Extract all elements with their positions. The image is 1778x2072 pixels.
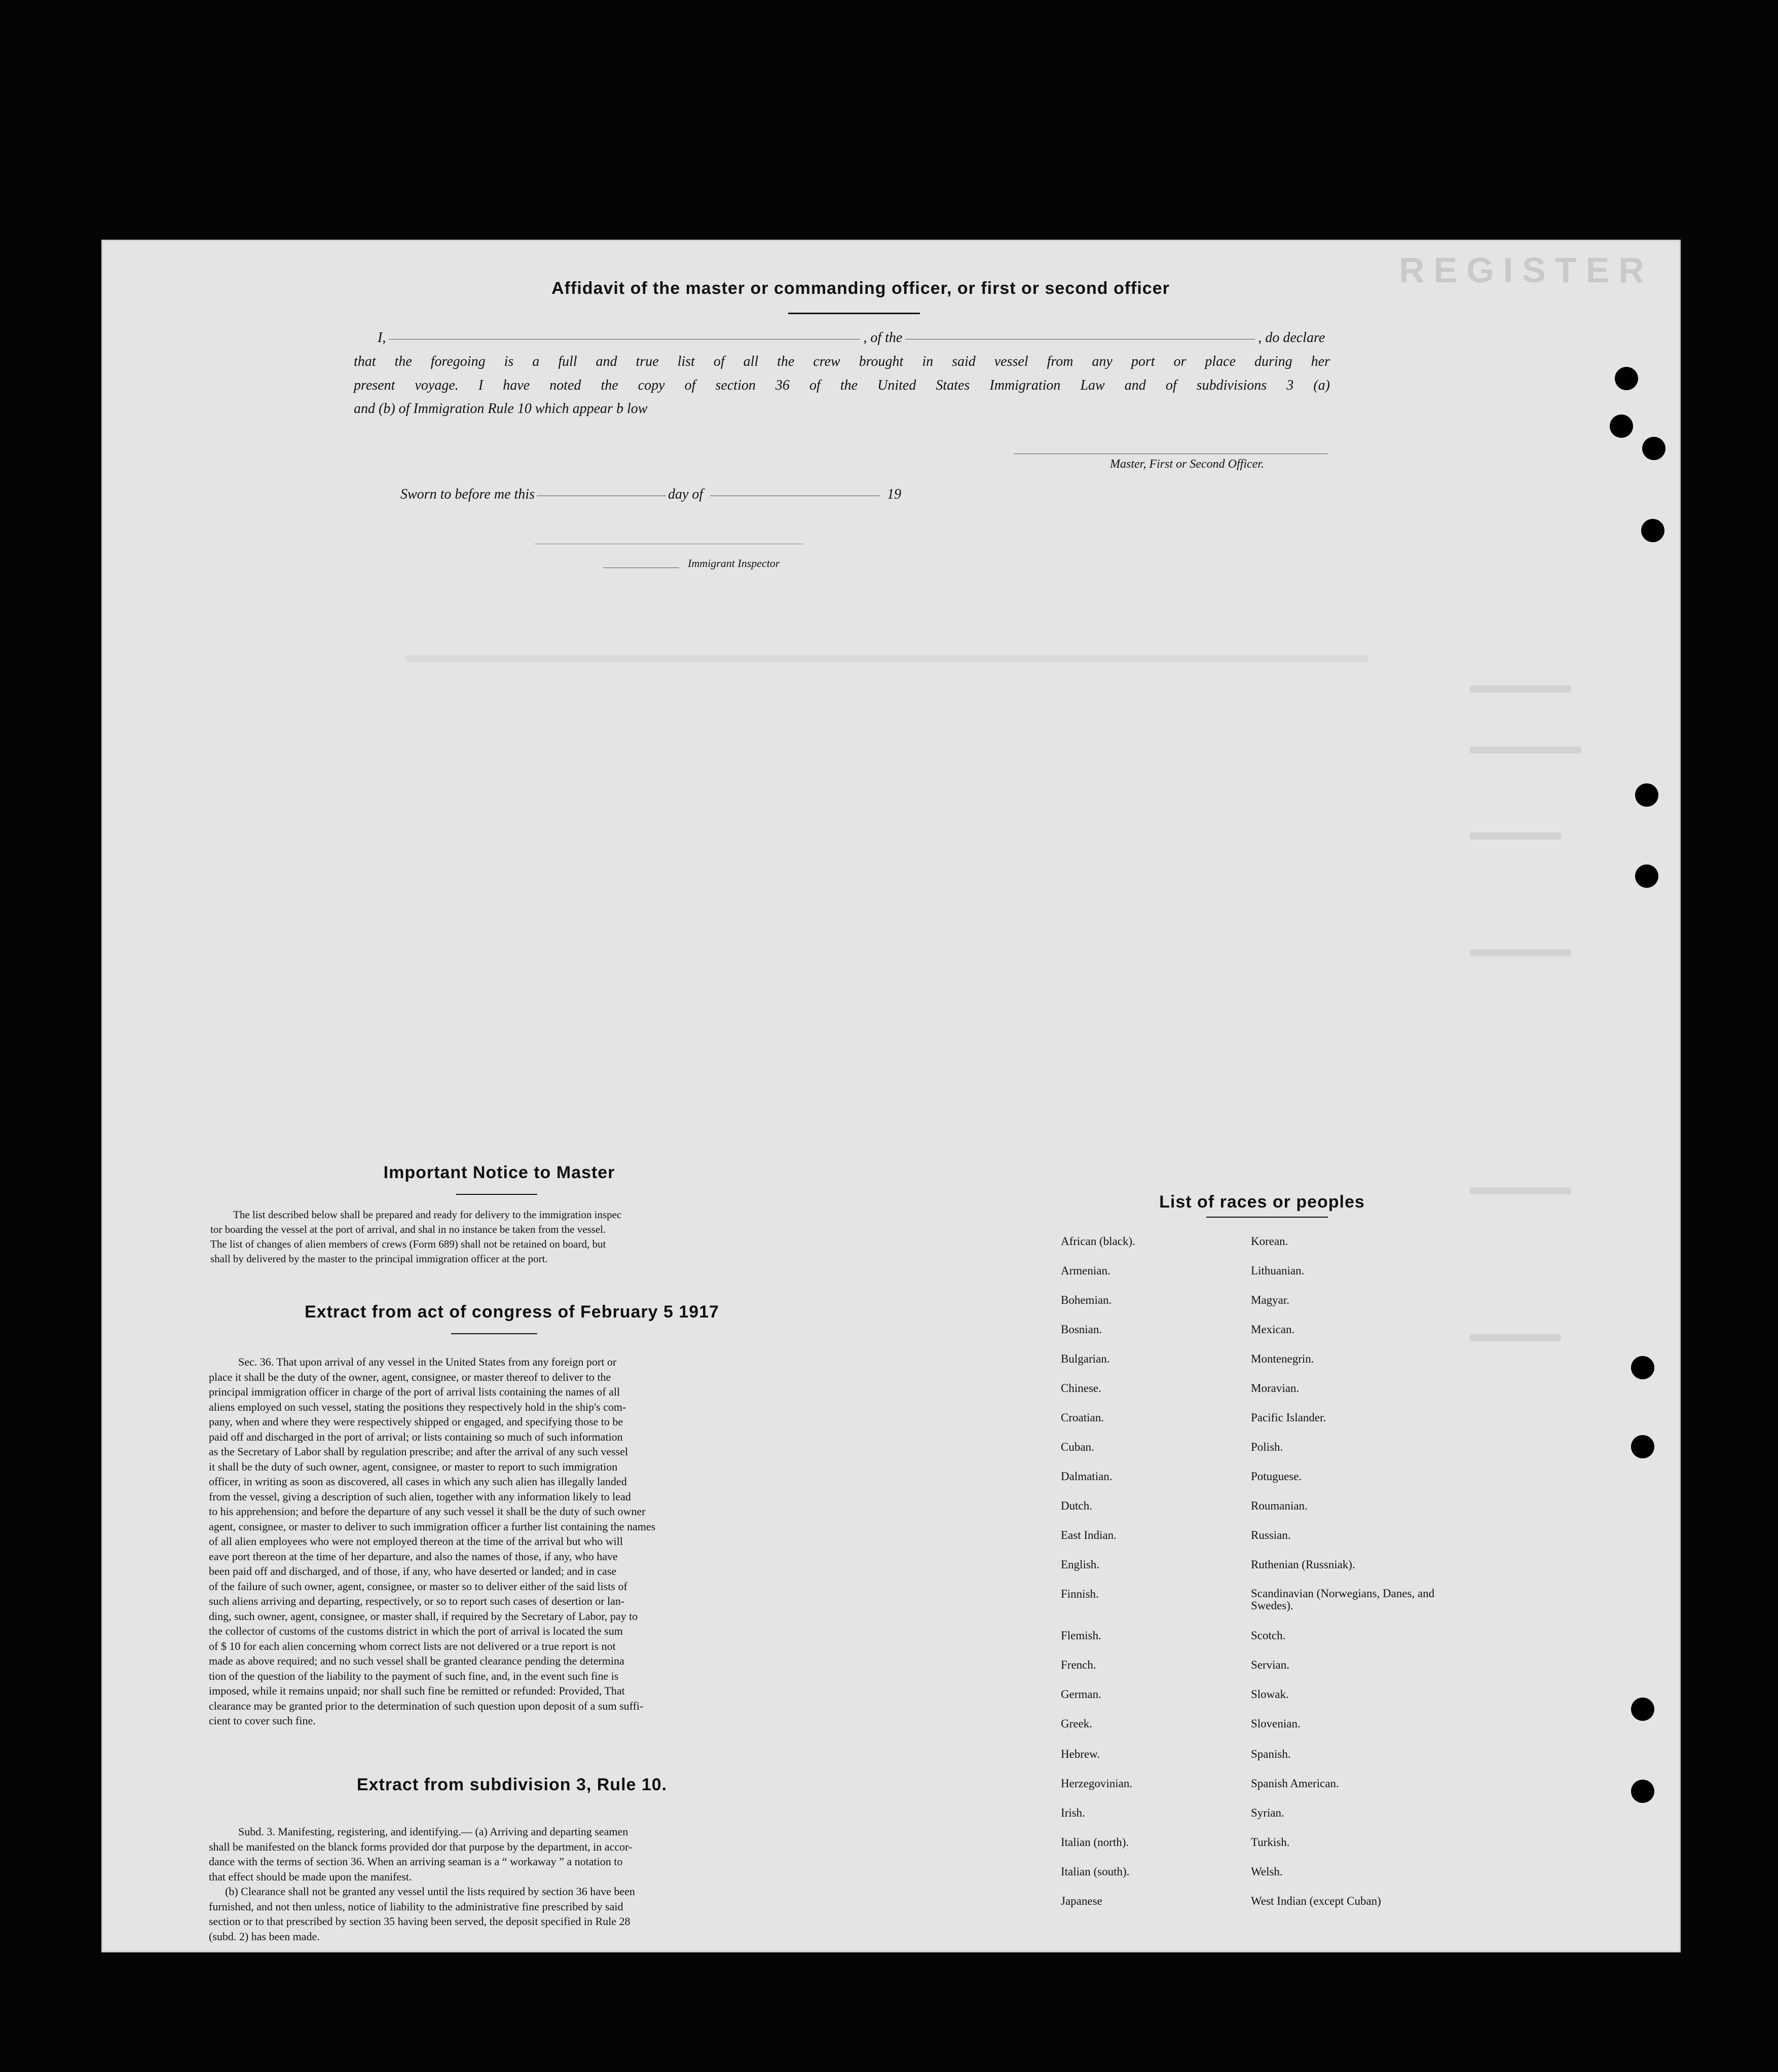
race-item: Scotch. (1251, 1629, 1286, 1642)
bleed-row (1470, 1187, 1571, 1194)
race-item: Servian. (1251, 1659, 1290, 1671)
act-line: paid off and discharged in the port of arrival; or lists containing so much of such information (209, 1430, 623, 1443)
race-item: Welsh. (1251, 1865, 1283, 1878)
notice-line: tor boarding the vessel at the port of arrival, and shal in no instance be taken from the vessel. (210, 1223, 606, 1235)
bleed-row (1470, 949, 1571, 956)
bleed-through-text: REGISTER (1399, 250, 1653, 290)
act-line: principal immigration officer in charge of the port of arrival lists containing the names of all (209, 1385, 620, 1398)
race-item: Lithuanian. (1251, 1264, 1305, 1277)
act-line: the collector of customs of the customs district in which the port of arrival is located the sum (209, 1625, 623, 1637)
act-line: clearance may be granted prior to the determination of such question upon deposit of a sum suffi- (209, 1699, 644, 1712)
punch-hole (1642, 437, 1665, 460)
race-item: Bulgarian. (1061, 1352, 1110, 1365)
rule-line: section or to that prescribed by section 35 having been served, the deposit specified in Rule 28 (209, 1915, 631, 1928)
race-item: Korean. (1251, 1235, 1288, 1248)
race-item: Slowak. (1251, 1688, 1289, 1701)
affidavit-title: Affidavit of the master or commanding officer, or first or second officer (551, 279, 1170, 298)
rule-line: Subd. 3. Manifesting, registering, and identifying.— (a) Arriving and departing seamen (238, 1825, 628, 1838)
race-item: Moravian. (1251, 1382, 1300, 1395)
affidavit-line-1 (378, 330, 1325, 346)
race-item: Slovenian. (1251, 1717, 1301, 1730)
race-item: East Indian. (1061, 1529, 1117, 1541)
notice-line: The list described below shall be prepared and ready for delivery to the immigration inspec (233, 1209, 622, 1221)
act-line: to his apprehension; and before the departure of any such vessel it shall be the duty of such owner (209, 1505, 646, 1518)
inspector-label: Immigrant Inspector (688, 557, 780, 570)
race-item: Magyar. (1251, 1294, 1290, 1306)
document-page (101, 240, 1681, 1952)
race-item: Japanese (1061, 1895, 1102, 1907)
punch-hole (1641, 519, 1664, 542)
rule-line: that effect should be made upon the manifest. (209, 1870, 412, 1883)
race-item: Roumanian. (1251, 1499, 1308, 1512)
act-line: cient to cover such fine. (209, 1714, 316, 1727)
race-item: Finnish. (1061, 1588, 1099, 1600)
notice-underline (456, 1194, 537, 1195)
notice-title: Important Notice to Master (383, 1163, 615, 1182)
act-line: of all alien employees who were not employed thereon at the time of the arrival but who will (209, 1535, 623, 1548)
vessel-name-blank[interactable] (905, 339, 1255, 340)
act-line: made as above required; and no such vessel shall be granted clearance pending the determina (209, 1654, 624, 1667)
sworn-line (400, 486, 901, 503)
rule-line: dance with the terms of section 36. When an arriving seaman is a “ workaway ” a notation to (209, 1855, 623, 1868)
notice-line: The list of changes of alien members of crews (Form 689) shall not be retained on board, but (210, 1238, 606, 1250)
race-item: Armenian. (1061, 1264, 1110, 1277)
punch-hole (1635, 864, 1658, 888)
race-item: Irish. (1061, 1806, 1085, 1819)
notice-line: shall by delivered by the master to the principal immigration officer at the port. (210, 1253, 548, 1265)
race-item: Ruthenian (Russniak). (1251, 1558, 1355, 1571)
act-line: tion of the question of the liability to the payment of such fine, and, in the event such fine is (209, 1669, 619, 1682)
punch-hole (1631, 1435, 1654, 1458)
race-item: Greek. (1061, 1717, 1092, 1730)
punch-hole (1631, 1356, 1654, 1379)
race-item: Croatian. (1061, 1411, 1104, 1424)
affidavit-line-3: present voyage. I have noted the copy of section 36 of the United States Immigration Law and of subdivisions 3 (a) (354, 378, 1330, 393)
race-item: Dutch. (1061, 1499, 1092, 1512)
race-item: Bosnian. (1061, 1323, 1102, 1336)
race-item: Spanish American. (1251, 1777, 1339, 1790)
declarant-name-blank[interactable] (389, 339, 860, 340)
sworn-year: 19 (887, 486, 902, 502)
race-item: Syrian. (1251, 1806, 1284, 1819)
act-line: of the failure of such owner, agent, consignee, or master so to deliver either of the said lists of (209, 1579, 627, 1593)
race-item: Italian (south). (1061, 1865, 1130, 1878)
rule-extract-body (209, 1824, 893, 1944)
race-item: Herzegovinian. (1061, 1777, 1133, 1790)
bleed-row (1470, 833, 1561, 840)
bleed-row (1470, 1334, 1561, 1341)
bleed-row (1470, 686, 1571, 693)
vessel-prefix: , of the (863, 330, 903, 346)
race-item: Cuban. (1061, 1441, 1094, 1453)
notice-body (210, 1208, 892, 1266)
bleed-row (405, 655, 1368, 662)
rule-line: furnished, and not then unless, notice of liability to the administrative fine prescribed by said (209, 1900, 623, 1913)
race-item: Italian (north). (1061, 1836, 1129, 1849)
declarant-prefix: I, (378, 330, 386, 346)
race-item: Pacific Islander. (1251, 1411, 1326, 1424)
race-item: German. (1061, 1688, 1101, 1701)
act-line: as the Secretary of Labor shall by regulation prescribe; and after the arrival of any such vessel (209, 1445, 628, 1458)
race-item: African (black). (1061, 1235, 1135, 1248)
declare-text: , do declare (1258, 330, 1325, 346)
act-line: it shall be the duty of such owner, agent, consignee, or master to report to such immigration (209, 1460, 618, 1473)
sworn-day-of: day of (668, 486, 703, 502)
act-extract-title: Extract from act of congress of February 5 1917 (305, 1302, 719, 1322)
race-item: Hebrew. (1061, 1748, 1100, 1760)
punch-hole (1631, 1698, 1654, 1721)
race-item: Bohemian. (1061, 1294, 1112, 1306)
rule-line: (subd. 2) has been made. (209, 1930, 320, 1943)
title-underline (788, 313, 920, 314)
act-line: Sec. 36. That upon arrival of any vessel in the United States from any foreign port or (238, 1355, 617, 1368)
affidavit-line-2: that the foregoing is a full and true list of all the crew brought in said vessel from any port or place during her (354, 354, 1330, 369)
affidavit-line-4: and (b) of Immigration Rule 10 which appear b low (354, 401, 648, 417)
punch-hole (1631, 1780, 1654, 1803)
act-line: officer, in writing as soon as discovered, all cases in which any such alien has illegally landed (209, 1475, 627, 1488)
bleed-row (1470, 746, 1581, 754)
race-item: Montenegrin. (1251, 1352, 1314, 1365)
punch-hole (1610, 415, 1633, 438)
punch-hole (1615, 367, 1638, 390)
sworn-text: Sworn to before me this (400, 486, 535, 502)
act-extract-underline (451, 1333, 537, 1334)
race-item: Potuguese. (1251, 1470, 1302, 1483)
act-line: from the vessel, giving a description of such alien, together with any information likely to lead (209, 1490, 631, 1503)
rule-line: (b) Clearance shall not be granted any vessel until the lists required by section 36 have been (225, 1885, 635, 1898)
act-line: ding, such owner, agent, consignee, or master shall, if required by the Secretary of Labor, pay to (209, 1609, 638, 1623)
punch-hole (1635, 783, 1658, 807)
act-line: place it shall be the duty of the owner, agent, consignee, or master thereof to deliver to the (209, 1370, 611, 1383)
race-item: Chinese. (1061, 1382, 1101, 1395)
act-line: such aliens arriving and departing, respectively, or so to report such cases of desertion or lan- (209, 1595, 625, 1607)
act-line: imposed, while it remains unpaid; nor shall such fine be remitted or refunded: Provided, That (209, 1684, 625, 1697)
race-item: Turkish. (1251, 1836, 1290, 1849)
act-line: of $ 10 for each alien concerning whom correct lists are not delivered or a true report is not (209, 1639, 616, 1652)
signature-label: Master, First or Second Officer. (1110, 458, 1264, 471)
rule-extract-title: Extract from subdivision 3, Rule 10. (356, 1775, 668, 1794)
race-item: Polish. (1251, 1441, 1283, 1453)
act-line: aliens employed on such vessel, stating the positions they respectively hold in the ship's com- (209, 1400, 626, 1413)
act-line: eave port thereon at the time of her departure, and also the names of those, if any, who have (209, 1550, 618, 1563)
act-extract-body (209, 1354, 893, 1728)
race-item: Scandinavian (Norwegians, Danes, and Swedes). (1251, 1587, 1435, 1612)
race-item: Flemish. (1061, 1629, 1101, 1642)
races-title: List of races or peoples (1159, 1192, 1365, 1212)
race-item: Dalmatian. (1061, 1470, 1113, 1483)
race-item: Russian. (1251, 1529, 1291, 1541)
act-line: agent, consignee, or master to deliver to such immigration officer a further list containing the names (209, 1520, 656, 1533)
race-item: West Indian (except Cuban) (1251, 1895, 1381, 1907)
races-underline (1206, 1217, 1328, 1218)
rule-line: shall be manifested on the blanck forms provided dor that purpose by the department, in accor- (209, 1840, 633, 1853)
act-line: been paid off and discharged, and of those, if any, who have deserted or landed; and in case (209, 1565, 617, 1577)
race-item: French. (1061, 1659, 1096, 1671)
race-item: English. (1061, 1558, 1100, 1571)
race-item: Spanish. (1251, 1748, 1291, 1760)
act-line: pany, when and where they were respectively shipped or engaged, and specifying those to be (209, 1415, 623, 1428)
race-item: Mexican. (1251, 1323, 1295, 1336)
